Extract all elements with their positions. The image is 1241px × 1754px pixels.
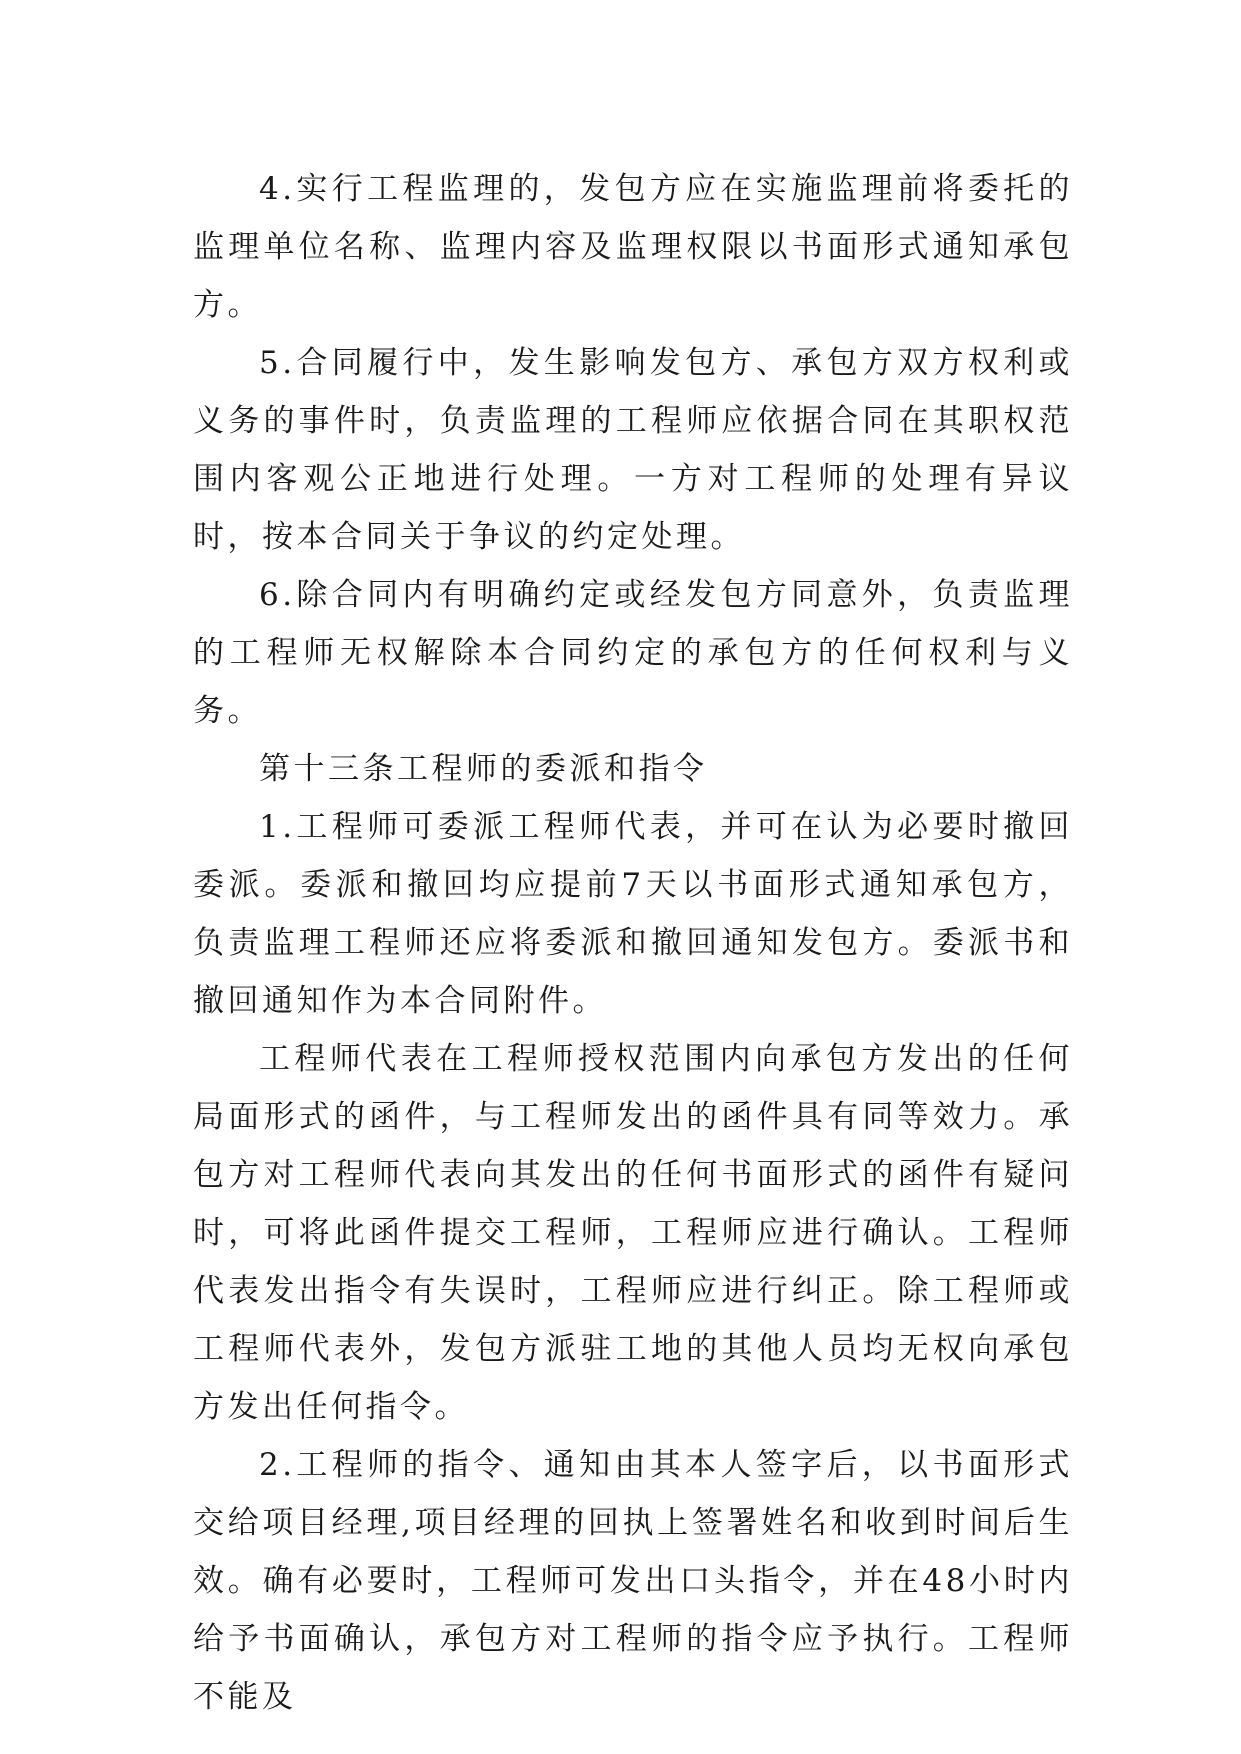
paragraph-clause-6: 6.除合同内有明确约定或经发包方同意外，负责监理的工程师无权解除本合同约定的承包方的任何权利与义务。 — [193, 577, 1073, 729]
paragraph-article-13-item-1: 1.工程师可委派工程师代表，并可在认为必要时撤回委派。委派和撤回均应提前7天以书面形式通知承包方，负责监理工程师还应将委派和撤回通知发包方。委派书和撤回通知作为本合同附件。 — [193, 809, 1073, 1019]
paragraph-article-13-item-2: 2.工程师的指令、通知由其本人签字后，以书面形式交给项目经理,项目经理的回执上签署姓名和收到时间后生效。确有必要时，工程师可发出口头指令，并在48小时内给予书面确认，承包方对工程师的指令应予执行。工程师不能及 — [193, 1447, 1073, 1715]
paragraph-engineer-representative: 工程师代表在工程师授权范围内向承包方发出的任何局面形式的函件，与工程师发出的函件具有同等效力。承包方对工程师代表向其发出的任何书面形式的函件有疑问时，可将此函件提交工程师，工程师应进行确认。工程师代表发出指令有失误时，工程师应进行纠正。除工程师或工程师代表外，发包方派驻工地的其他人员均无权向承包方发出任何指令。 — [193, 1041, 1073, 1425]
section-heading-article-13: 第十三条工程师的委派和指令 — [259, 751, 708, 787]
paragraph-clause-5: 5.合同履行中，发生影响发包方、承包方双方权利或义务的事件时，负责监理的工程师应依据合同在其职权范围内客观公正地进行处理。一方对工程师的处理有异议时，按本合同关于争议的约定处理。 — [193, 345, 1073, 555]
paragraph-clause-4: 4.实行工程监理的，发包方应在实施监理前将委托的监理单位名称、监理内容及监理权限以书面形式通知承包方。 — [193, 171, 1073, 323]
document-page — [193, 160, 1073, 1726]
